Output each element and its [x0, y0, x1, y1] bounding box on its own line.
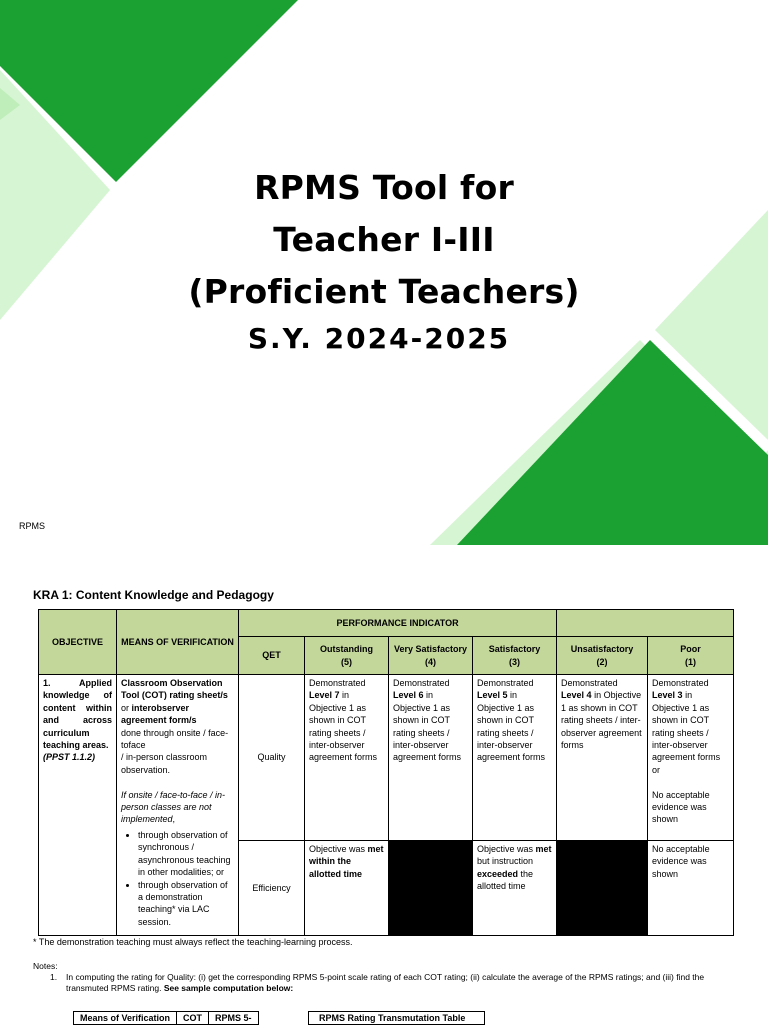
quality-poor: Demonstrated Level 3 in Objective 1 as shown in COT rating sheets / inter-observer agreement forms or No acceptable evidence was shown	[648, 675, 734, 841]
objective-text: 1. Applied knowledge of content within and across curriculum teaching areas.	[43, 678, 112, 751]
notes-label: Notes:	[33, 961, 58, 971]
quality-outstanding: Demonstrated Level 7 in Objective 1 as shown in COT rating sheets / inter-observer agreement forms	[305, 675, 389, 841]
header-blank	[557, 610, 734, 637]
footnote: * The demonstration teaching must always reflect the teaching-learning process.	[33, 937, 353, 947]
school-year: S.Y. 2024-2025	[247, 322, 511, 355]
efficiency-outstanding: Objective was met within the allotted time	[305, 841, 389, 936]
objective-ppst: (PPST 1.1.2)	[43, 752, 96, 763]
transmutation-header: RPMS Rating Transmutation Table	[309, 1012, 485, 1025]
kra-title: KRA 1: Content Knowledge and Pedagogy	[33, 588, 274, 602]
mini-header-rpms: RPMS 5-	[209, 1012, 259, 1025]
transmutation-table	[308, 1011, 485, 1025]
title-line-2: Teacher I-III	[273, 220, 495, 259]
header-qet: QET	[239, 637, 305, 675]
list-item: • through observation of synchronous / asynchronous teaching in other modalities; or	[138, 829, 234, 879]
mini-header-cot: COT	[177, 1012, 209, 1025]
title-line-3: (Proficient Teachers)	[188, 272, 580, 311]
title-line-1: RPMS Tool for	[254, 168, 514, 207]
header-very-satisfactory: Very Satisfactory (4)	[389, 637, 473, 675]
mov-cell: Classroom Observation Tool (COT) rating sheet/s or interobserver agreement form/s done through onsite / face-toface / in-person classroom observation. If onsite / face-to-face / in- person classes are not implemented, • through observation of synchronous / asynchronous teaching in other modalities; or • through observation of a demonstration teaching* via LAC session.	[117, 675, 239, 936]
list-item: • through observation of a demonstration teaching* via LAC session.	[138, 879, 234, 929]
document-page-2	[0, 545, 768, 1024]
header-poor: Poor (1)	[648, 637, 734, 675]
quality-unsatisfactory: Demonstrated Level 4 in Objective 1 as shown in COT rating sheets / inter-observer agreement forms	[557, 675, 648, 841]
efficiency-very-satisfactory-blank	[389, 841, 473, 936]
cover-title	[0, 162, 768, 361]
header-means-of-verification: MEANS OF VERIFICATION	[117, 610, 239, 675]
rpms-table	[38, 609, 734, 936]
efficiency-satisfactory: Objective was met but instruction exceeded the allotted time	[473, 841, 557, 936]
header-satisfactory: Satisfactory (3)	[473, 637, 557, 675]
mini-header-mov: Means of Verification	[74, 1012, 177, 1025]
note-text: In computing the rating for Quality: (i) get the corresponding RPMS 5-point scale rating of each COT rating; (ii) calculate the average of the RPMS ratings; and (iii) find the transmuted RPMS rating. See sample computation below:	[66, 972, 705, 993]
quality-very-satisfactory: Demonstrated Level 6 in Objective 1 as shown in COT rating sheets / inter-observer agreement forms	[389, 675, 473, 841]
mov-bullet-list	[121, 829, 234, 928]
header-outstanding: Outstanding (5)	[305, 637, 389, 675]
note-number: 1.	[50, 972, 58, 982]
header-unsatisfactory: Unsatisfactory (2)	[557, 637, 648, 675]
page-header-label: RPMS	[19, 521, 46, 531]
efficiency-unsatisfactory-blank	[557, 841, 648, 936]
sample-computation-table	[73, 1011, 259, 1025]
efficiency-poor: No acceptable evidence was shown	[648, 841, 734, 936]
qet-quality-label: Quality	[239, 675, 305, 841]
qet-efficiency-label: Efficiency	[239, 841, 305, 936]
header-performance-indicator: PERFORMANCE INDICATOR	[239, 610, 557, 637]
objective-cell	[39, 675, 117, 936]
quality-satisfactory: Demonstrated Level 5 in Objective 1 as shown in COT rating sheets / inter-observer agreement forms	[473, 675, 557, 841]
header-objective: OBJECTIVE	[39, 610, 117, 675]
